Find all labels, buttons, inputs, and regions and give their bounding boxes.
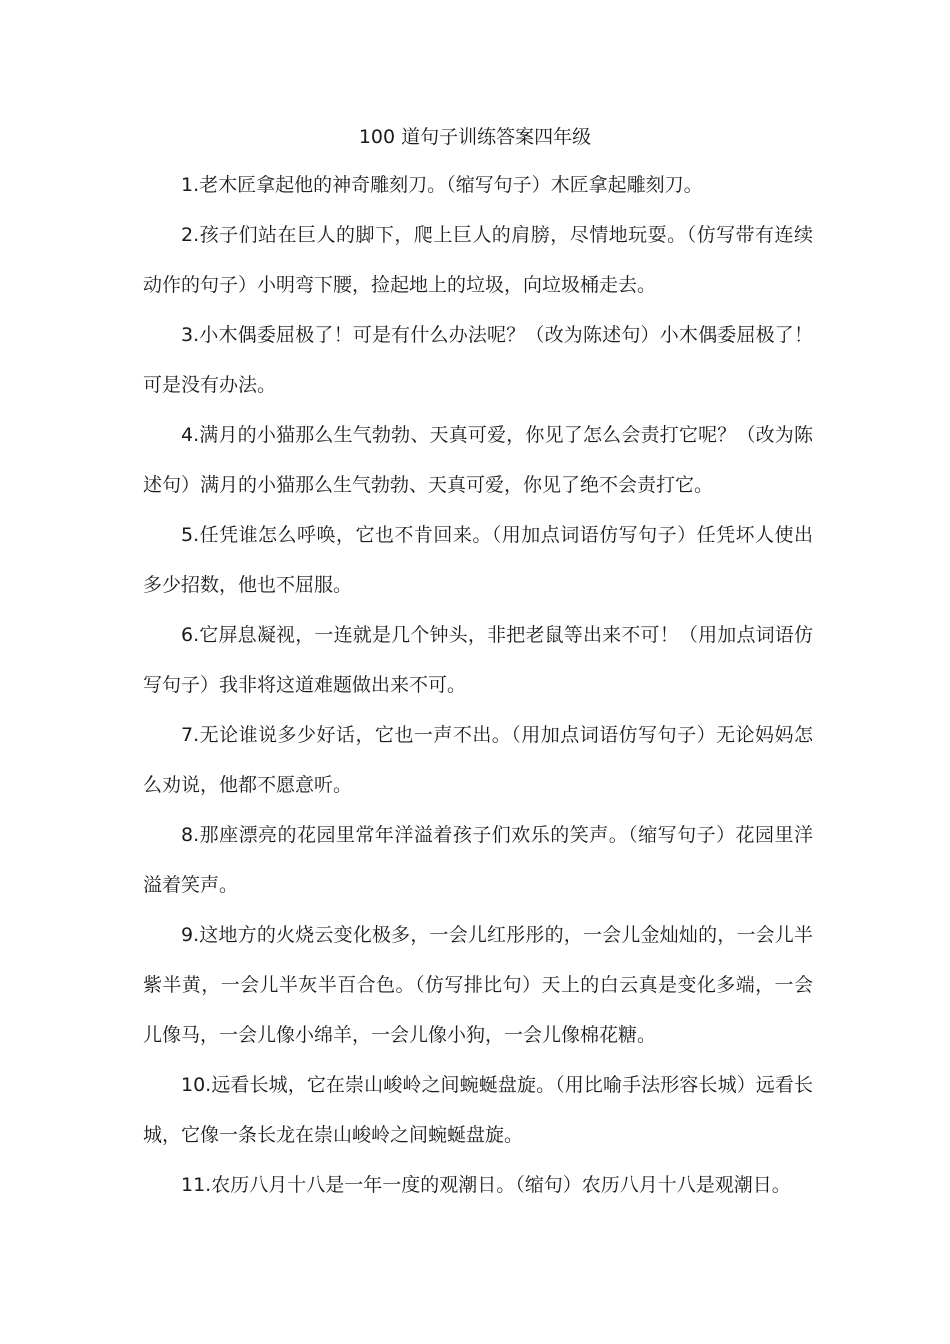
paragraph-8: 8.那座漂亮的花园里常年洋溢着孩子们欢乐的笑声。（缩写句子）花园里洋溢着笑声。 bbox=[143, 824, 813, 896]
paragraph-1: 1.老木匠拿起他的神奇雕刻刀。（缩写句子）木匠拿起雕刻刀。 bbox=[181, 174, 703, 196]
paragraph-7: 7.无论谁说多少好话，它也一声不出。（用加点词语仿写句子）无论妈妈怎么劝说，他都不愿意听。 bbox=[143, 724, 813, 796]
paragraph-2: 2.孩子们站在巨人的脚下，爬上巨人的肩膀，尽情地玩耍。（仿写带有连续动作的句子）小明弯下腰，捡起地上的垃圾，向垃圾桶走去。 bbox=[143, 224, 813, 296]
paragraph-10: 10.远看长城，它在崇山峻岭之间蜿蜒盘旋。（用比喻手法形容长城）远看长城，它像一条长龙在崇山峻岭之间蜿蜒盘旋。 bbox=[143, 1074, 813, 1146]
paragraph-3: 3.小木偶委屈极了！可是有什么办法呢？（改为陈述句）小木偶委屈极了！可是没有办法。 bbox=[143, 324, 813, 396]
paragraph-5: 5.任凭谁怎么呼唤，它也不肯回来。（用加点词语仿写句子）任凭坏人使出多少招数，他也不屈服。 bbox=[143, 524, 813, 596]
document-title: 100 道句子训练答案四年级 bbox=[358, 126, 592, 148]
paragraph-6: 6.它屏息凝视，一连就是几个钟头，非把老鼠等出来不可！（用加点词语仿写句子）我非将这道难题做出来不可。 bbox=[143, 624, 813, 696]
paragraph-9: 9.这地方的火烧云变化极多，一会儿红彤彤的，一会儿金灿灿的，一会儿半紫半黄，一会儿半灰半百合色。（仿写排比句）天上的白云真是变化多端，一会儿像马，一会儿像小绵羊，一会儿像小狗，一会儿像棉花糖。 bbox=[143, 924, 813, 1046]
document-body bbox=[143, 160, 813, 1210]
paragraph-4: 4.满月的小猫那么生气勃勃、天真可爱，你见了怎么会责打它呢？（改为陈述句）满月的小猫那么生气勃勃、天真可爱，你见了绝不会责打它。 bbox=[143, 424, 813, 496]
paragraph-11: 11.农历八月十八是一年一度的观潮日。（缩句）农历八月十八是观潮日。 bbox=[181, 1174, 791, 1196]
